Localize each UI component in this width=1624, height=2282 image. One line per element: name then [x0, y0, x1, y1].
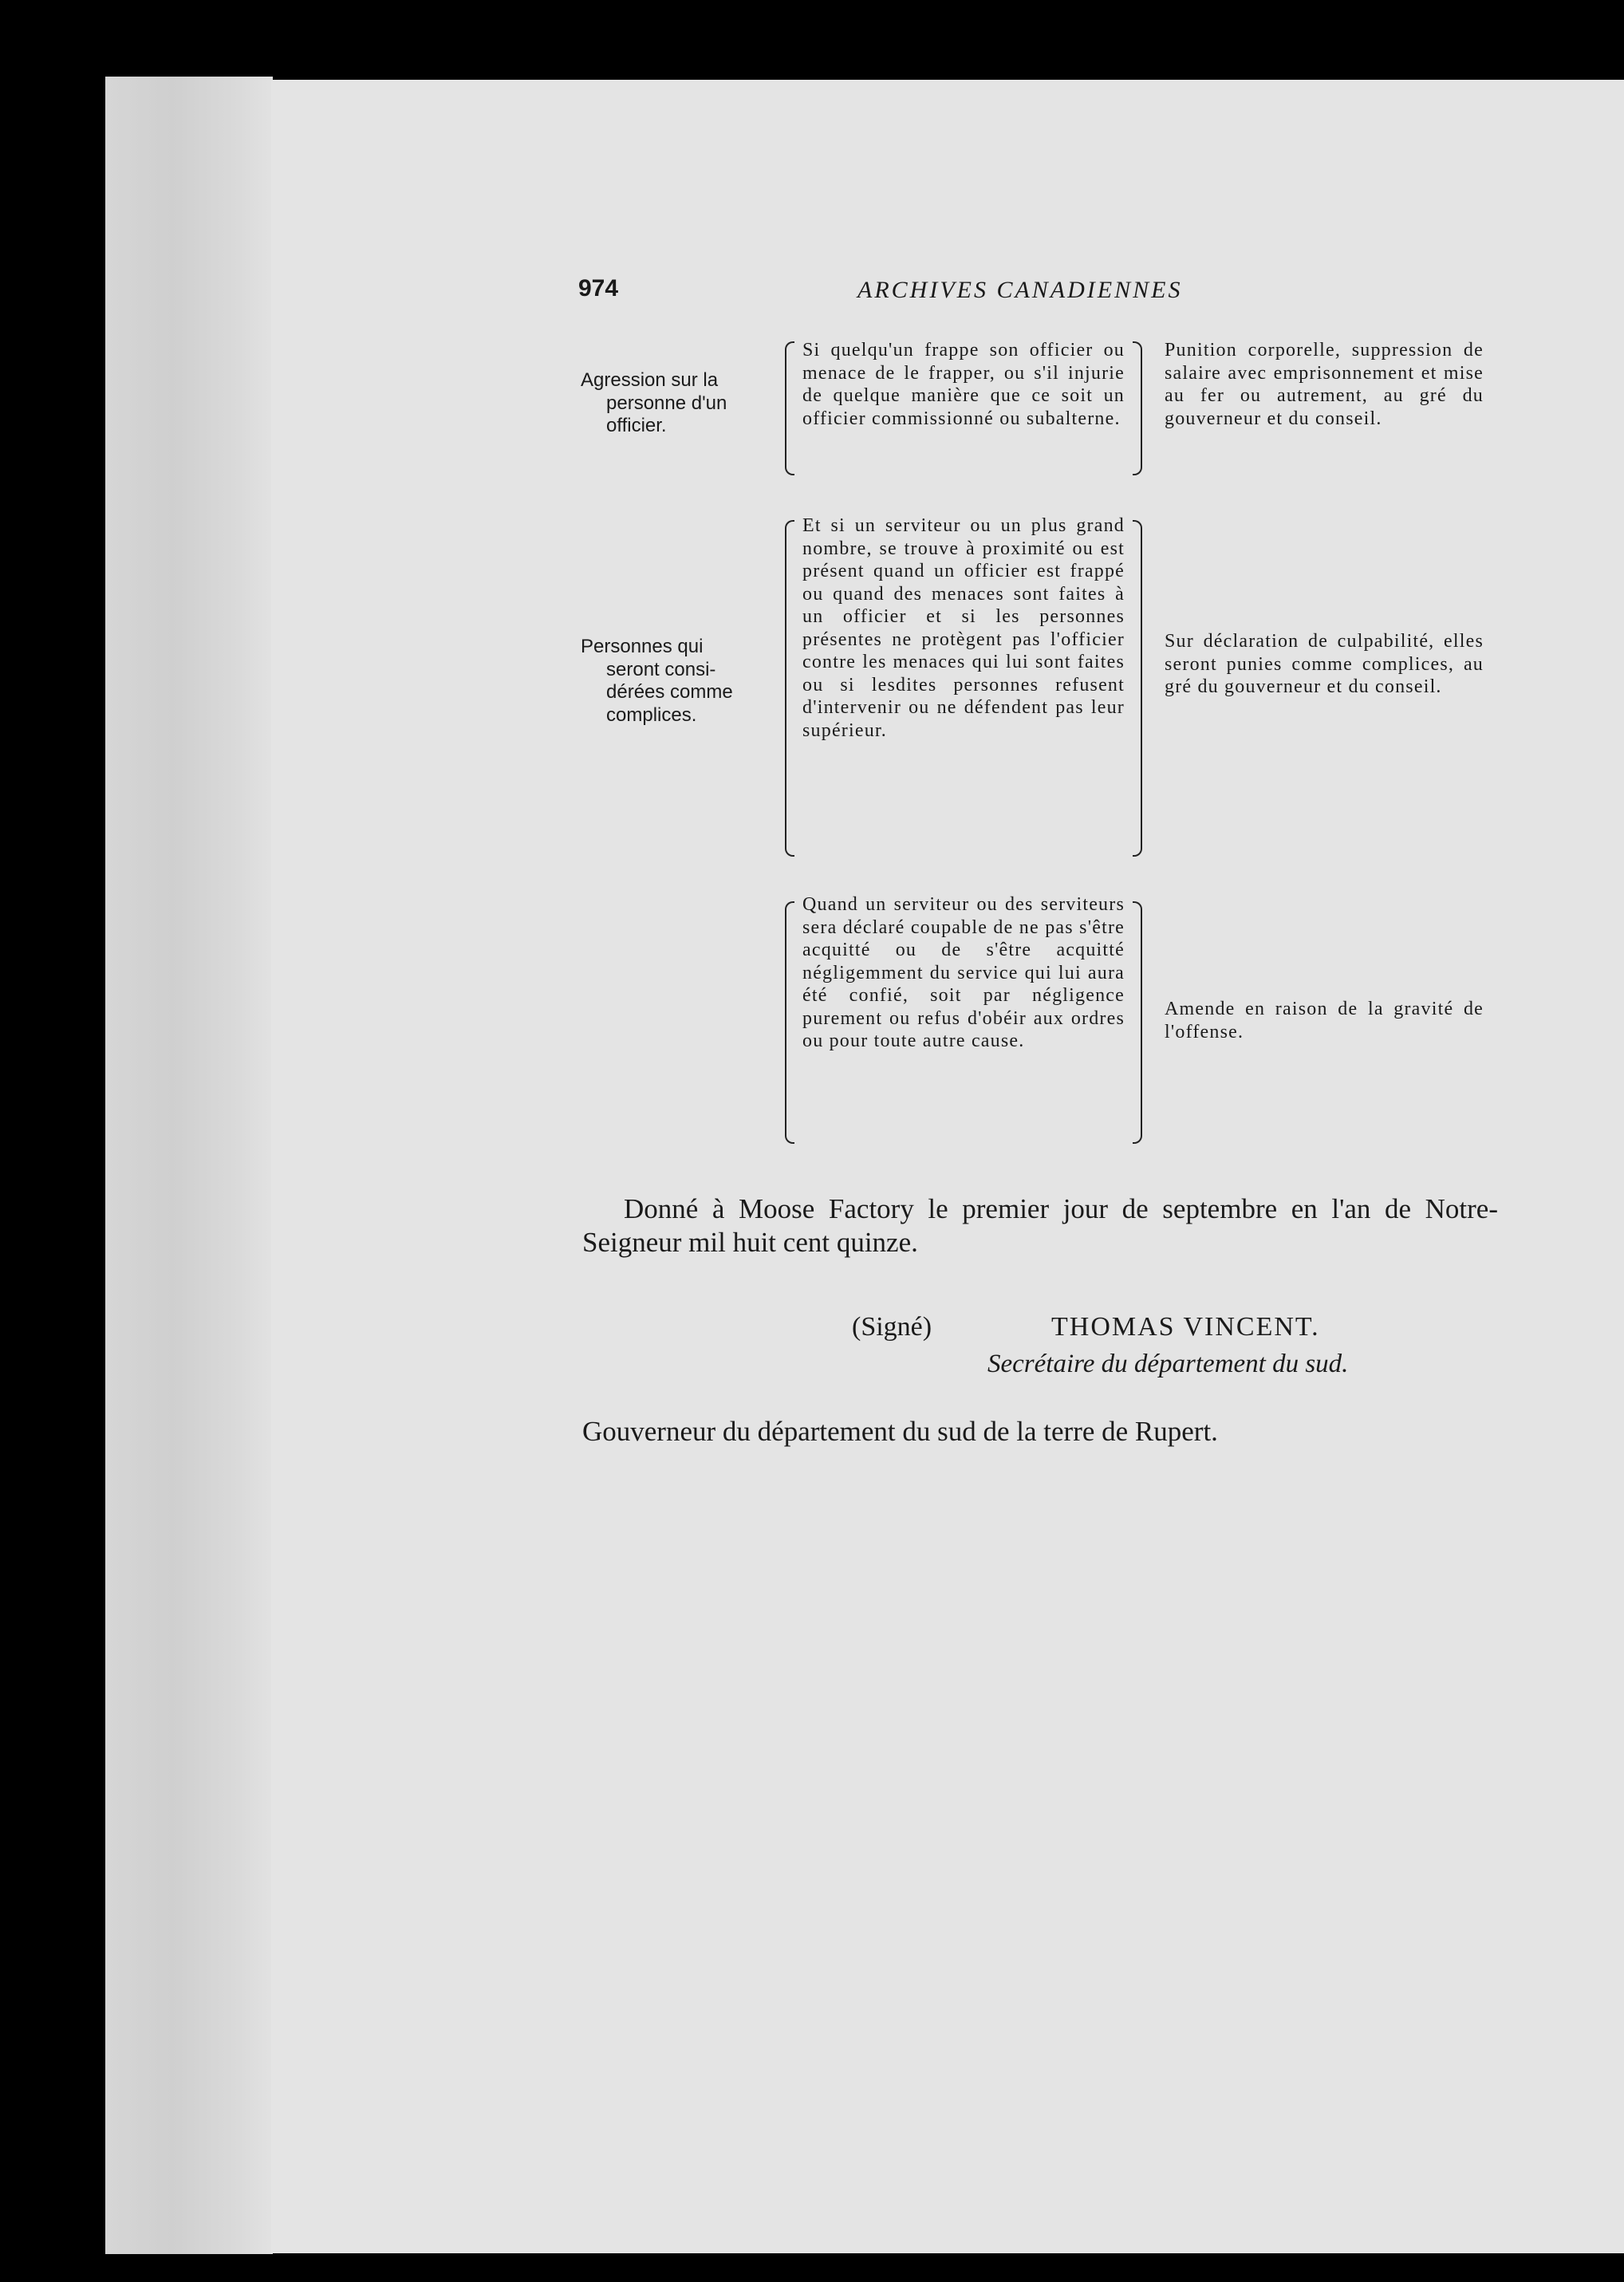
- signer-title: Secrétaire du département du sud.: [987, 1350, 1349, 1378]
- offense-label: Agression sur la personne d'un officier.: [581, 369, 727, 436]
- left-brace: [785, 341, 794, 475]
- offense-description: Et si un serviteur ou un plus grand nombre, se trouve à proximité ou est présent quand un officier est frappé ou quand des menaces sont faites à un officier et si les personnes présentes ne protègent pas l'officier contre les menaces qui lui sont faites ou si lesdites personnes refusent d'intervenir ou ne défendent pas leur supérieur.: [802, 515, 1125, 741]
- left-brace: [785, 901, 794, 1144]
- page-number: 974: [578, 275, 619, 302]
- given-at-paragraph: Donné à Moose Factory le premier jour de septembre en l'an de Notre-Seigneur mil huit cent quinze.: [582, 1193, 1498, 1258]
- penalty: Sur déclaration de culpabilité, elles seront punies comme complices, au gré du gouverneur et du conseil.: [1165, 631, 1484, 697]
- right-brace: [1133, 341, 1142, 475]
- offense-description: Quand un serviteur ou des serviteurs sera déclaré coupable de ne pas s'être acquitté ou de s'être acquitté négligemment du service qui lui aura été confié, soit par négligence purement ou refus d'obéir aux ordres ou pour toute autre cause.: [802, 894, 1125, 1051]
- right-brace: [1133, 901, 1142, 1144]
- penalty: Amende en raison de la gravité de l'offense.: [1165, 999, 1484, 1042]
- penalty: Punition corporelle, suppression de salaire avec emprisonnement et mise au fer ou autrement, au gré du gouverneur et du conseil.: [1165, 340, 1484, 429]
- book-spine: [105, 77, 273, 2254]
- offense-label: Personnes qui seront consi- dérées comme complices.: [581, 636, 733, 726]
- left-brace: [785, 520, 794, 857]
- governor-line: Gouverneur du département du sud de la terre de Rupert.: [582, 1416, 1218, 1447]
- signer-name: THOMAS VINCENT.: [1051, 1312, 1320, 1342]
- offense-description: Si quelqu'un frappe son officier ou menace de le frapper, ou s'il injurie de quelque manière que ce soit un officier commissionné ou subalterne.: [802, 340, 1125, 429]
- right-brace: [1133, 520, 1142, 857]
- running-title: ARCHIVES CANADIENNES: [857, 277, 1183, 303]
- signed-label: (Signé): [852, 1312, 932, 1342]
